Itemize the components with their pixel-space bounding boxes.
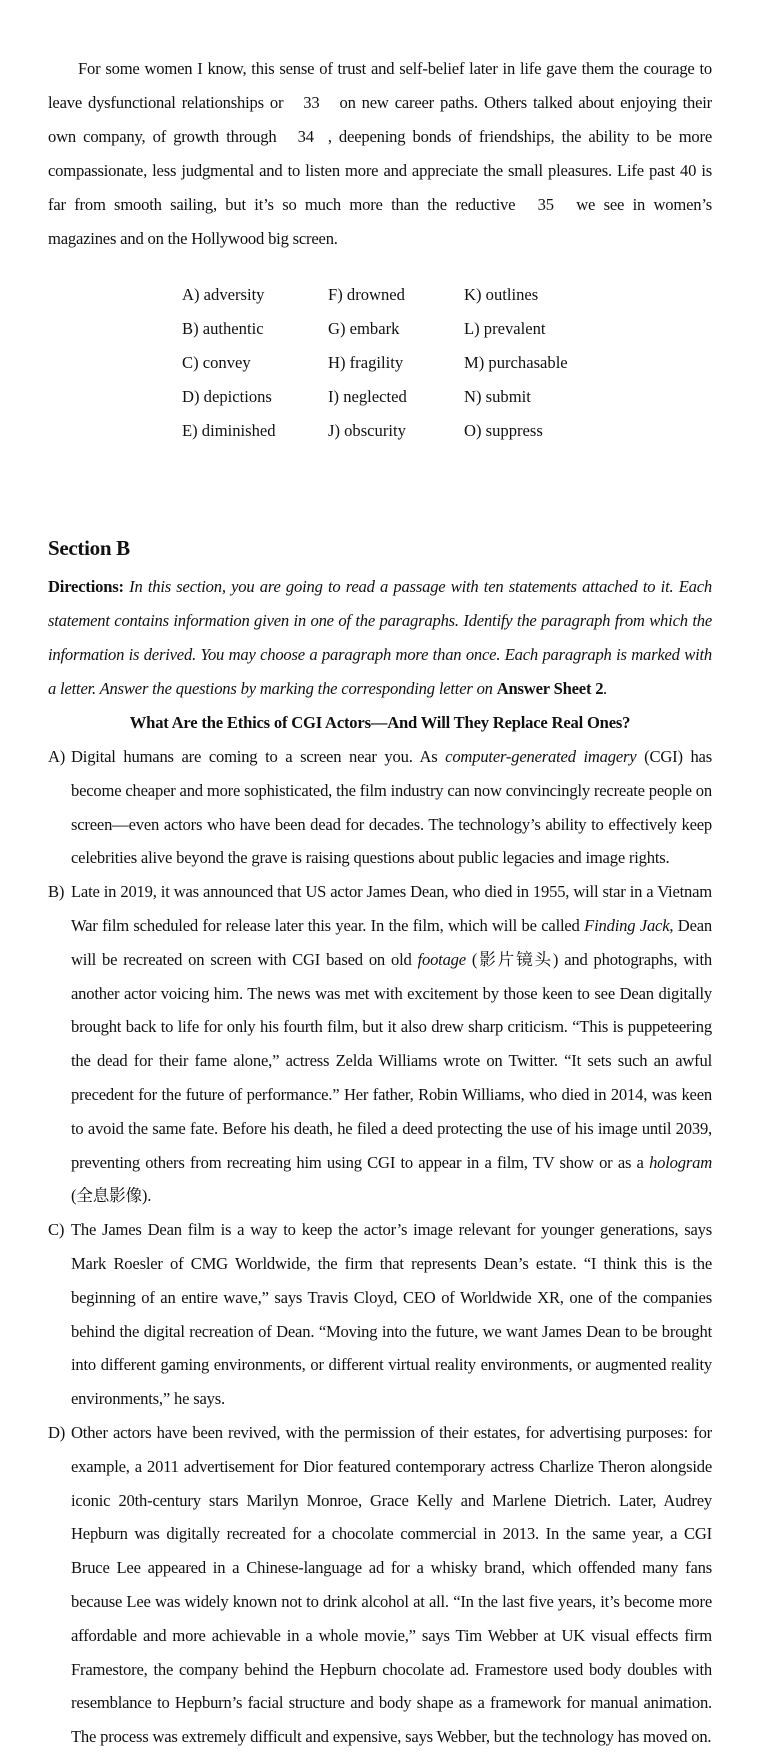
word-option: E) diminished: [182, 421, 276, 440]
paragraph-text: Late in 2019, it was announced that US actor James Dean, who died in 1955, will star in a Vietnam War film scheduled for release later this year. In the film, which will be called: [71, 882, 712, 935]
paragraph-c: [48, 1213, 712, 1416]
word-option: I) neglected: [328, 387, 407, 406]
paragraph-a: [48, 740, 712, 875]
article-paragraphs: [48, 740, 712, 1754]
answer-sheet-label: Answer Sheet 2: [496, 679, 604, 698]
word-option: O) suppress: [464, 421, 543, 440]
word-bank: [182, 278, 602, 448]
passage-text-3: , deepening bonds of friendships, the ability to be more compassionate, less judgmental and to listen more and appreciate the small pleasures. Life past 40 is far from smooth sailing, but it’s so much more than the reductive: [48, 127, 712, 214]
paragraph-text: The James Dean film is a way to keep the actor’s image relevant for younger generations, says Mark Roesler of CMG Worldwide, the firm that represents Dean’s estate. “I think this is the beginning of an entire wave,” says Travis Cloyd, CEO of Worldwide XR, one of the companies behind the digital recreation of Dean. “Moving into the future, we want James Dean to be brought into different gaming environments, or different virtual reality environments, or augmented reality environments,” he says.: [71, 1220, 712, 1409]
blank-33: 33: [303, 93, 320, 112]
word-option: J) obscurity: [328, 421, 406, 440]
paragraph-italic: computer-generated imagery: [445, 747, 637, 766]
paragraph-d: [48, 1416, 712, 1754]
word-option: K) outlines: [464, 285, 539, 304]
word-option: M) purchasable: [464, 353, 568, 372]
paragraph-text: , Dean will be recreated on screen with CGI based on old: [71, 915, 713, 969]
blank-35: 35: [537, 195, 554, 214]
paragraph-letter: C): [48, 1220, 65, 1240]
word-option: A) adversity: [182, 285, 265, 304]
paragraph-text: (CGI) has become cheaper and more sophisticated, the film industry can now convincingly recreate people on screen—even actors who have been dead for decades. The technology’s ability to effectively keep celebrities alive beyond the grave is raising questions about public legacies and image rights.: [71, 747, 712, 868]
passage-text-2: on new career paths. Others talked about enjoying their own company, of growth through: [48, 93, 712, 146]
paragraph-italic: footage: [417, 949, 466, 969]
paragraph-b: [48, 875, 712, 1213]
word-option: D) depictions: [182, 387, 272, 406]
word-option: L) prevalent: [464, 319, 546, 338]
word-option: G) embark: [328, 319, 400, 338]
paragraph-italic: hologram: [649, 1152, 712, 1172]
directions-label: Directions:: [48, 577, 124, 596]
word-option: F) drowned: [328, 285, 405, 304]
word-option: C) convey: [182, 353, 251, 372]
word-option: H) fragility: [328, 353, 404, 372]
directions: [48, 570, 712, 706]
paragraph-text: Other actors have been revived, with the permission of their estates, for advertising purposes: for example, a 2011 advertisement for Dior featured contemporary actress Charlize Theron alongside iconic 20th-century stars Marilyn Monroe, Grace Kelly and Marlene Dietrich. Later, Audrey Hepburn was digitally recreated for a chocolate commercial in 2013. In the same year, a CGI Bruce Lee appeared in a Chinese-language ad for a whisky brand, which offended many fans because Lee was widely known not to drink alcohol at all. “In the last five years, it’s become more affordable and more achievable in a whole movie,” says Tim Webber at UK visual effects firm Framestore, the company behind the Hepburn chocolate ad. Framestore used body doubles with resemblance to Hepburn’s facial structure and body shape as a framework for manual animation. The process was extremely difficult and expensive, says Webber, but the technology has moved on.: [71, 1422, 712, 1747]
article-title: What Are the Ethics of CGI Actors—And Will They Replace Real Ones?: [129, 713, 631, 732]
section-heading: Section B: [48, 536, 130, 560]
passage-text-4: we see in women’s magazines and on the Hollywood big screen.: [48, 195, 713, 248]
passage-text-1: For some women I know, this sense of trust and self-belief later in life gave them the courage to leave dysfunctional relationships or: [48, 59, 712, 112]
directions-end: .: [603, 679, 608, 698]
passage-final-paragraph: [48, 52, 712, 256]
paragraph-text: (影片镜头) and photographs, with another actor voicing him. The news was met with excitement by those keen to see Dean digitally brought back to life for only his fourth film, but it also drew sharp criticism. “This is puppeteering the dead for their fame alone,” actress Zelda Williams wrote on Twitter. “It sets such an awful precedent for the future of performance.” Her father, Robin Williams, who died in 2014, was keen to avoid the same fate. Before his death, he filed a deed protecting the use of his image until 2039, preventing others from recreating him using CGI to appear in a film, TV show or as a: [71, 949, 712, 1172]
directions-text: In this section, you are going to read a passage with ten statements attached to it. Each statement contains information given in one of the paragraphs. Identify the paragraph from which the information is derived. You may choose a paragraph more than once. Each paragraph is marked with a letter. Answer the questions by marking the corresponding letter on: [48, 577, 712, 698]
blank-34: 34: [297, 127, 314, 146]
paragraph-letter: D): [48, 1422, 66, 1442]
paragraph-letter: A): [48, 747, 66, 766]
paragraph-text: (全息影像).: [71, 1186, 152, 1206]
paragraph-letter: B): [48, 882, 65, 902]
word-option: B) authentic: [182, 319, 264, 338]
paragraph-text: Digital humans are coming to a screen near you. As: [71, 747, 438, 766]
paragraph-italic: Finding Jack: [584, 915, 670, 935]
word-option: N) submit: [464, 387, 531, 406]
